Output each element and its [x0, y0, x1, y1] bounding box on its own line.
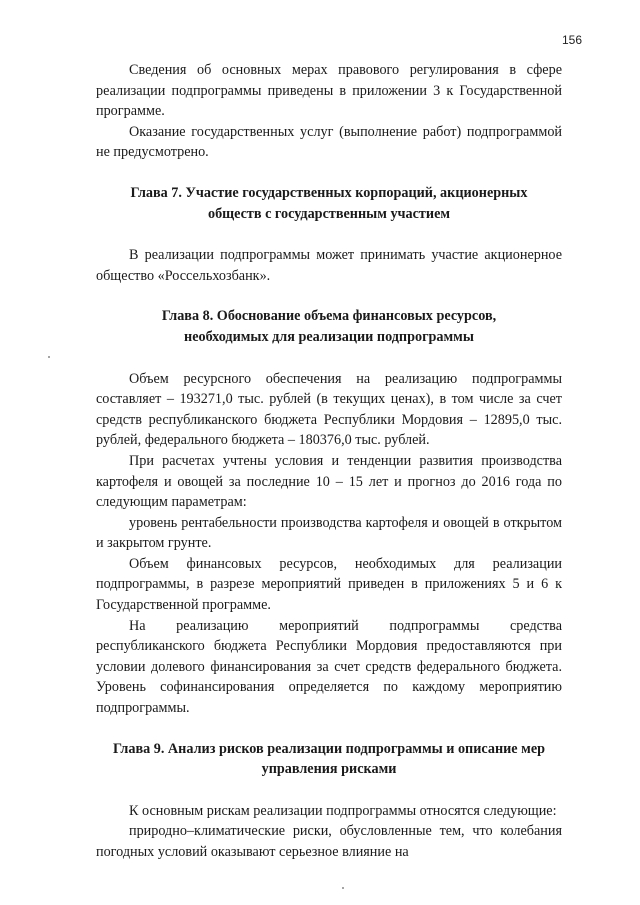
document-body [96, 60, 562, 863]
page-number: 156 [561, 33, 582, 47]
chapter-9-heading: Глава 9. Анализ рисков реализации подпрограммы и описание мер управления рисками [112, 740, 546, 778]
paragraph-cofinancing: На реализацию мероприятий подпрограммы средства республиканского бюджета Республики Мордовия предоставляются при условии долевого финансирования за счет средств федерального бюджета. Уровень софинансирования определяется по каждому мероприятию подпрограммы. [96, 617, 562, 717]
paragraph-profitability-level: уровень рентабельности производства картофеля и овощей в открытом и закрытом грунте. [96, 514, 562, 552]
paragraph-state-services: Оказание государственных услуг (выполнение работ) подпрограммой не предусмотрено. [96, 123, 562, 161]
scan-speck [48, 356, 50, 358]
paragraph-rosselkhozbank: В реализации подпрограммы может принимать участие акционерное общество «Россельхозбанк». [96, 247, 562, 284]
paragraph-calculation-conditions: При расчетах учтены условия и тенденции развития производства картофеля и овощей за последние 10 – 15 лет и прогноз до 2016 года по следующим параметрам: [96, 452, 562, 511]
paragraph-main-risks: К основным рискам реализации подпрограммы относятся следующие: [129, 802, 557, 819]
scan-speck [342, 887, 344, 889]
paragraph-financial-resources: Объем финансовых ресурсов, необходимых для реализации подпрограммы, в разрезе мероприятий приведен в приложениях 5 и 6 к Государственной программе. [96, 555, 562, 614]
paragraph-climate-risks: природно–климатические риски, обусловленные тем, что колебания погодных условий оказывают серьезное влияние на [96, 823, 562, 860]
chapter-7-heading: Глава 7. Участие государственных корпораций, акционерных обществ с государственным участием [130, 184, 528, 222]
paragraph-resource-volume: Объем ресурсного обеспечения на реализацию подпрограммы составляет – 193271,0 тыс. рублей (в текущих ценах), в том числе за счет средств республиканского бюджета Республики Мордовия – 12895,0 тыс. рублей, федерального бюджета – 180376,0 тыс. рублей. [96, 370, 562, 449]
chapter-8-heading: Глава 8. Обоснование объема финансовых ресурсов, необходимых для реализации подпрограммы [161, 308, 497, 345]
paragraph-legal-regulation: Сведения об основных мерах правового регулирования в сфере реализации подпрограммы приведены в приложении 3 к Государственной программе. [96, 62, 562, 120]
